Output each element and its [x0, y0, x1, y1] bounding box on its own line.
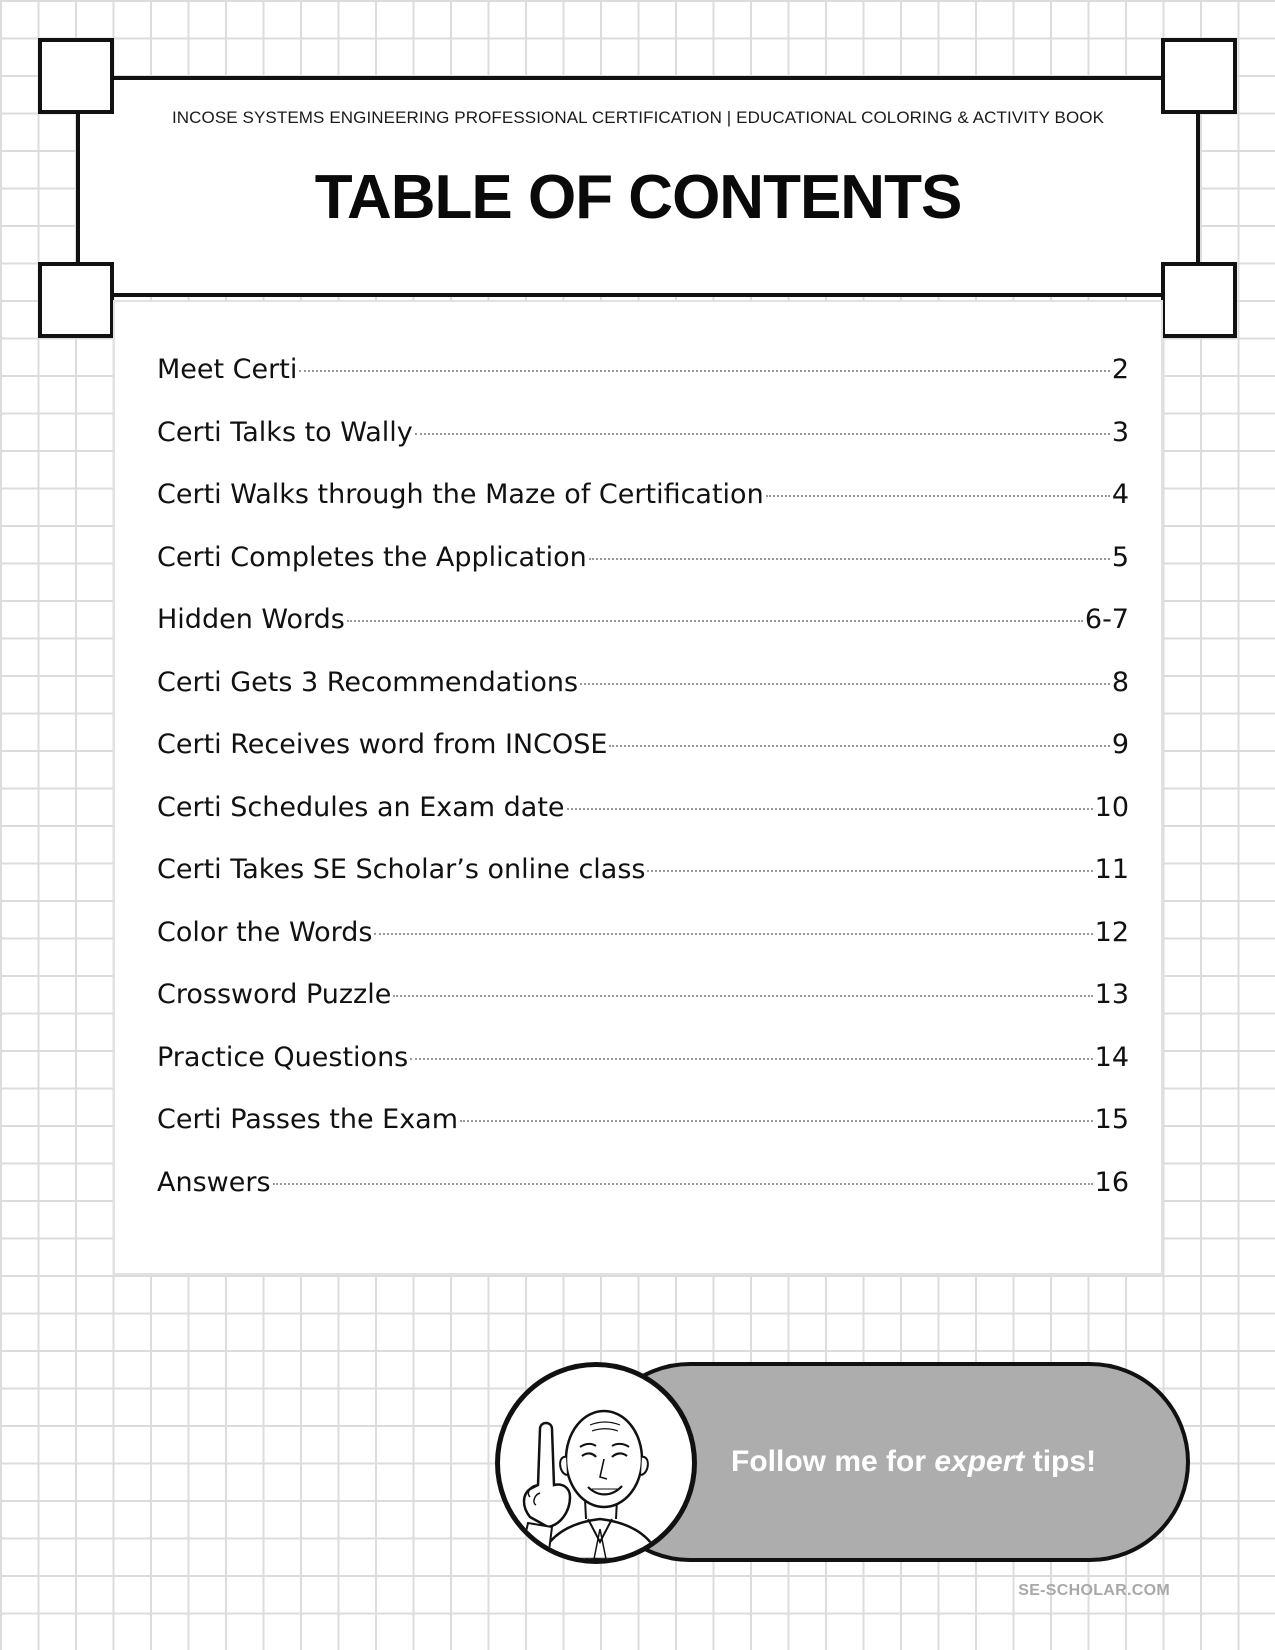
toc-entry[interactable]: [157, 1042, 1129, 1105]
corner-square-bottom-left: [38, 262, 114, 338]
toc-entry[interactable]: [157, 667, 1129, 730]
corner-square-top-left: [38, 38, 114, 114]
toc-entry[interactable]: [157, 854, 1129, 917]
toc-dot-leader: [415, 433, 1110, 435]
header-subtitle: INCOSE SYSTEMS ENGINEERING PROFESSIONAL CERTIFICATION | EDUCATIONAL COLORING & ACTIVITY BOOK: [171, 108, 1105, 127]
toc-dot-leader: [609, 745, 1109, 747]
toc-dot-leader: [347, 620, 1083, 622]
toc-entry[interactable]: [157, 604, 1129, 667]
corner-square-bottom-right: [1161, 262, 1237, 338]
toc-entry-page: 14: [1094, 1041, 1129, 1073]
toc-entry-label: Certi Talks to Wally: [157, 416, 413, 448]
toc-entry-page: 5: [1111, 541, 1129, 573]
toc-dot-leader: [647, 870, 1092, 872]
toc-entry-label: Answers: [157, 1166, 271, 1198]
toc-entry-page: 4: [1111, 479, 1129, 510]
toc-dot-leader: [374, 933, 1092, 935]
toc-entry[interactable]: [157, 479, 1129, 542]
toc-dot-leader: [393, 995, 1092, 997]
toc-entry-label: Hidden Words: [157, 604, 345, 635]
toc-entry-label: Certi Takes SE Scholar’s online class: [157, 854, 646, 885]
toc-entry-page: 13: [1094, 979, 1129, 1010]
toc-dot-leader: [299, 370, 1109, 372]
toc-entry-label: Certi Receives word from INCOSE: [157, 729, 608, 760]
toc-entry-page: 15: [1094, 1104, 1129, 1135]
toc-entry[interactable]: [157, 729, 1129, 792]
corner-square-top-right: [1161, 38, 1237, 114]
tip-text-before: Follow me for: [731, 1445, 926, 1478]
toc-entry-label: Meet Certi: [157, 354, 298, 385]
avatar: [495, 1362, 697, 1564]
toc-entry-page: 11: [1094, 854, 1129, 885]
toc-entry-label: Certi Schedules an Exam date: [157, 791, 565, 823]
toc-dot-leader: [567, 808, 1093, 810]
tip-text-emphasis: expert: [934, 1445, 1025, 1478]
toc-dot-leader: [460, 1120, 1093, 1122]
toc-dot-leader: [580, 683, 1110, 685]
toc-panel: [113, 300, 1163, 1275]
toc-entry-label: Color the Words: [157, 916, 373, 948]
toc-entry-page: 10: [1094, 791, 1129, 823]
toc-dot-leader: [766, 495, 1110, 497]
toc-entry-label: Certi Gets 3 Recommendations: [157, 666, 579, 698]
toc-entry[interactable]: [157, 917, 1129, 980]
tip-text-after: tips!: [1032, 1445, 1097, 1478]
toc-entry-page: 6-7: [1084, 604, 1129, 635]
toc-entry-label: Crossword Puzzle: [157, 979, 392, 1010]
toc-dot-leader: [410, 1058, 1092, 1060]
toc-dot-leader: [273, 1183, 1093, 1185]
toc-entry[interactable]: [157, 1167, 1129, 1230]
toc-entry[interactable]: [157, 417, 1129, 480]
website-footer: SE-SCHOLAR.COM: [1018, 1582, 1170, 1599]
toc-entry-page: 3: [1111, 416, 1129, 448]
toc-entry[interactable]: [157, 542, 1129, 605]
toc-entry-label: Certi Passes the Exam: [157, 1104, 459, 1135]
page-title: TABLE OF CONTENTS: [314, 163, 962, 232]
toc-entry-page: 8: [1111, 666, 1129, 698]
toc-entry[interactable]: [157, 354, 1129, 417]
toc-entry[interactable]: [157, 1104, 1129, 1167]
toc-entry-label: Practice Questions: [157, 1041, 409, 1073]
toc-entry-page: 16: [1094, 1166, 1129, 1198]
toc-entry-page: 9: [1111, 729, 1129, 760]
toc-entry[interactable]: [157, 979, 1129, 1042]
toc-entry-page: 2: [1111, 354, 1129, 385]
tip-text: [731, 1366, 1096, 1558]
toc-entry[interactable]: [157, 792, 1129, 855]
toc-list: [157, 354, 1129, 1229]
toc-entry-page: 12: [1094, 916, 1129, 948]
header-banner: [76, 76, 1200, 297]
mascot-illustration: [500, 1367, 692, 1559]
toc-entry-label: Certi Walks through the Maze of Certification: [157, 479, 764, 510]
toc-entry-label: Certi Completes the Application: [157, 541, 587, 573]
toc-dot-leader: [589, 558, 1110, 560]
